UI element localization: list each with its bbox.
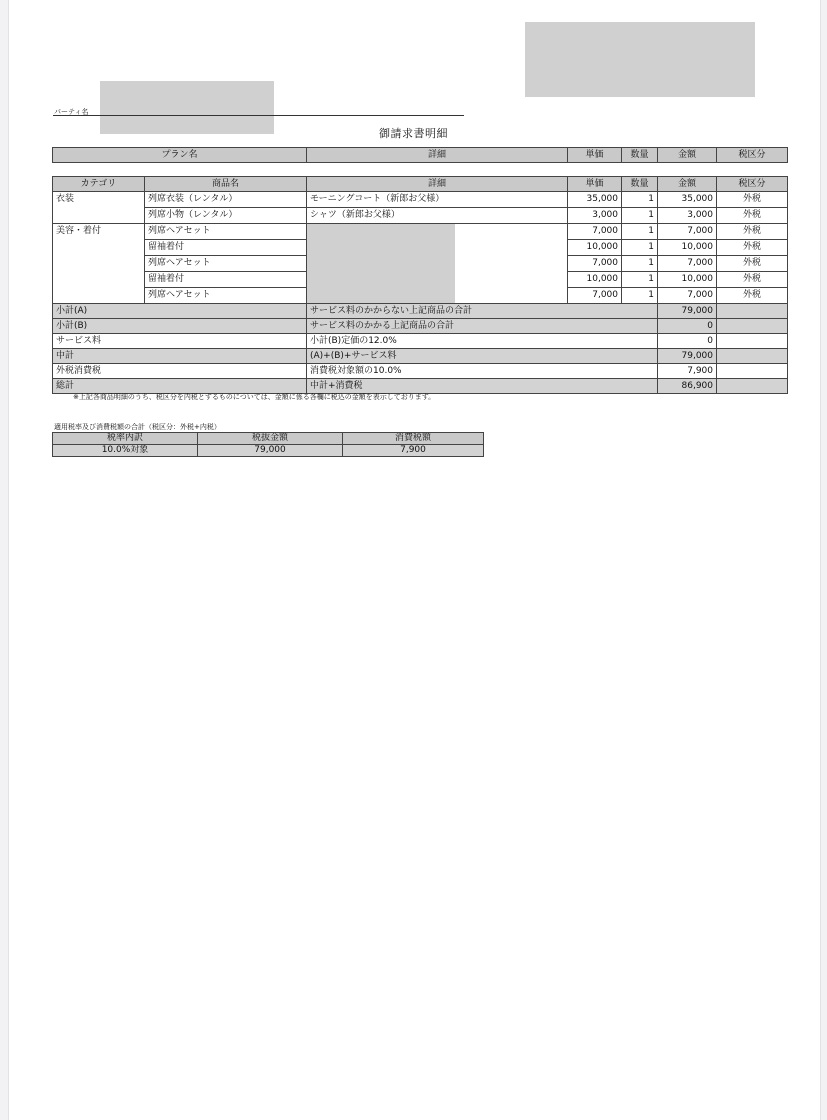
product-name-cell: 留袖着付: [145, 240, 307, 256]
tax-class-cell: 外税: [717, 256, 788, 272]
table-row: [53, 224, 788, 240]
summary-tax-class: [717, 349, 788, 364]
summary-amount: 0: [658, 319, 717, 334]
tax-class-cell: 外税: [717, 208, 788, 224]
quantity-cell: 1: [622, 192, 658, 208]
unit-price-cell: 7,000: [568, 224, 622, 240]
summary-tax-class: [717, 364, 788, 379]
table-row: [53, 208, 788, 224]
header-unit-price: 単価: [568, 148, 622, 163]
header-amount: 金額: [658, 148, 717, 163]
tax-display-note: ※上記各商品明細のうち、税区分を内税とするものについては、金額に係る各欄に税込の金額を表示しております。: [73, 393, 436, 401]
tax-class-cell: 外税: [717, 288, 788, 304]
header-tax-amount: 消費税額: [343, 433, 484, 445]
summary-detail: サービス料のかかる上記商品の合計: [307, 319, 658, 334]
header-plan-name: プラン名: [53, 148, 307, 163]
summary-label: 小計(B): [53, 319, 307, 334]
product-name-cell: 列席ヘアセット: [145, 256, 307, 272]
party-name-label: パーティ名: [54, 108, 89, 116]
summary-amount: 79,000: [658, 304, 717, 319]
header-tax-class: 税区分: [717, 177, 788, 192]
quantity-cell: 1: [622, 208, 658, 224]
product-name-cell: 列席ヘアセット: [145, 288, 307, 304]
quantity-cell: 1: [622, 288, 658, 304]
items-table: [52, 176, 788, 394]
header-tax-rate: 税率内訳: [53, 433, 198, 445]
summary-label: 中計: [53, 349, 307, 364]
product-name-cell: 列席衣装（レンタル）: [145, 192, 307, 208]
header-quantity: 数量: [622, 148, 658, 163]
plan-table: [52, 147, 788, 163]
category-cell: 衣装: [53, 192, 145, 224]
header-detail: 詳細: [307, 148, 568, 163]
header-pre-tax-amount: 税抜金額: [198, 433, 343, 445]
party-name-underline: [53, 115, 464, 116]
header-tax-class: 税区分: [717, 148, 788, 163]
summary-tax-class: [717, 379, 788, 394]
quantity-cell: 1: [622, 272, 658, 288]
amount-cell: 7,000: [658, 256, 717, 272]
redacted-detail-block: [307, 224, 455, 303]
header-quantity: 数量: [622, 177, 658, 192]
tax-amount-cell: 7,900: [343, 445, 484, 457]
quantity-cell: 1: [622, 240, 658, 256]
detail-cell-redacted: [307, 224, 568, 304]
header-amount: 金額: [658, 177, 717, 192]
detail-cell: モーニングコート（新郎お父様）: [307, 192, 568, 208]
amount-cell: 35,000: [658, 192, 717, 208]
unit-price-cell: 7,000: [568, 288, 622, 304]
header-category: カテゴリ: [53, 177, 145, 192]
tax-summary-row: [53, 445, 484, 457]
plan-header-row: [53, 148, 788, 163]
summary-row-subtotal-b: [53, 319, 788, 334]
summary-detail: サービス料のかからない上記商品の合計: [307, 304, 658, 319]
tax-summary-header-row: [53, 433, 484, 445]
amount-cell: 7,000: [658, 288, 717, 304]
summary-detail: 小計(B)定価の12.0%: [307, 334, 658, 349]
unit-price-cell: 10,000: [568, 272, 622, 288]
tax-rate-cell: 10.0%対象: [53, 445, 198, 457]
header-product-name: 商品名: [145, 177, 307, 192]
summary-amount: 79,000: [658, 349, 717, 364]
summary-amount: 86,900: [658, 379, 717, 394]
invoice-page: [8, 0, 821, 1120]
summary-amount: 0: [658, 334, 717, 349]
unit-price-cell: 3,000: [568, 208, 622, 224]
summary-row-midtotal: [53, 349, 788, 364]
quantity-cell: 1: [622, 256, 658, 272]
detail-cell: シャツ（新郎お父様）: [307, 208, 568, 224]
tax-class-cell: 外税: [717, 224, 788, 240]
unit-price-cell: 10,000: [568, 240, 622, 256]
summary-detail: 消費税対象額の10.0%: [307, 364, 658, 379]
summary-label: 小計(A): [53, 304, 307, 319]
tax-summary-table: [52, 432, 484, 457]
summary-label: サービス料: [53, 334, 307, 349]
redacted-logo-block: [525, 22, 755, 97]
summary-tax-class: [717, 319, 788, 334]
quantity-cell: 1: [622, 224, 658, 240]
summary-detail: 中計+消費税: [307, 379, 658, 394]
summary-detail: (A)+(B)+サービス料: [307, 349, 658, 364]
tax-summary-title: 適用税率及び消費税額の合計（税区分：外税+内税）: [54, 423, 221, 431]
summary-tax-class: [717, 334, 788, 349]
product-name-cell: 列席小物（レンタル）: [145, 208, 307, 224]
product-name-cell: 留袖着付: [145, 272, 307, 288]
pre-tax-amount-cell: 79,000: [198, 445, 343, 457]
unit-price-cell: 35,000: [568, 192, 622, 208]
redacted-party-name: [100, 81, 274, 134]
tax-class-cell: 外税: [717, 192, 788, 208]
items-header-row: [53, 177, 788, 192]
product-name-cell: 列席ヘアセット: [145, 224, 307, 240]
summary-amount: 7,900: [658, 364, 717, 379]
summary-row-subtotal-a: [53, 304, 788, 319]
summary-row-service-fee: [53, 334, 788, 349]
table-row: [53, 192, 788, 208]
amount-cell: 3,000: [658, 208, 717, 224]
amount-cell: 7,000: [658, 224, 717, 240]
tax-class-cell: 外税: [717, 272, 788, 288]
unit-price-cell: 7,000: [568, 256, 622, 272]
header-detail: 詳細: [307, 177, 568, 192]
summary-label: 外税消費税: [53, 364, 307, 379]
summary-label: 総計: [53, 379, 307, 394]
tax-class-cell: 外税: [717, 240, 788, 256]
summary-tax-class: [717, 304, 788, 319]
header-unit-price: 単価: [568, 177, 622, 192]
category-cell: 美容・着付: [53, 224, 145, 304]
page-title: 御請求書明細: [379, 127, 448, 140]
amount-cell: 10,000: [658, 240, 717, 256]
summary-row-consumption-tax: [53, 364, 788, 379]
amount-cell: 10,000: [658, 272, 717, 288]
